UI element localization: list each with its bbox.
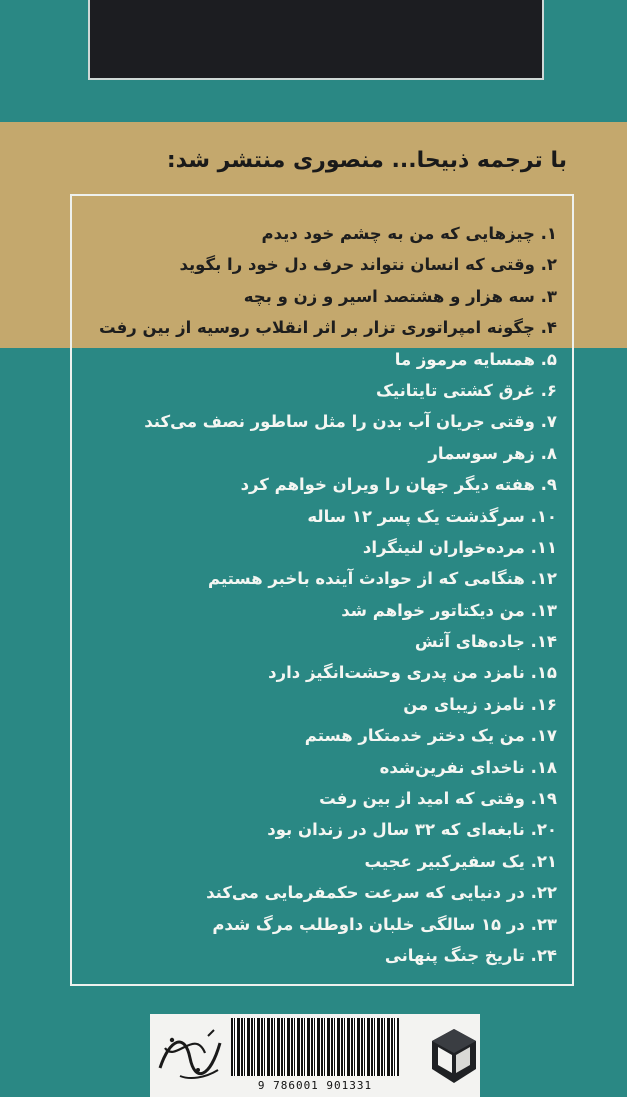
book-item: ۳. سه هزار و هشتصد اسیر و زن و بچه bbox=[243, 286, 557, 306]
book-item: ۱۰. سرگذشت یک پسر ۱۲ ساله bbox=[307, 506, 557, 526]
book-item: ۱۸. ناخدای نفرین‌شده bbox=[379, 757, 557, 777]
book-item: ۹. هفته دیگر جهان را ویران خواهم کرد bbox=[240, 475, 557, 495]
book-item: ۷. وقتی جریان آب بدن را مثل ساطور نصف می‌کند bbox=[144, 412, 557, 432]
publisher-calligraphy-logo bbox=[150, 1018, 230, 1088]
book-item: ۲۴. تاریخ جنگ پنهانی bbox=[384, 945, 557, 965]
book-item: ۱۱. مرده‌خواران لنینگراد bbox=[362, 537, 557, 557]
book-item: ۶. غرق کشتی تایتانیک bbox=[375, 380, 557, 400]
book-item: ۴. چگونه امپراتوری تزار بر اثر انقلاب روسیه از بین رفت bbox=[99, 318, 557, 338]
top-dark-panel bbox=[88, 0, 544, 80]
book-item: ۲۳. در ۱۵ سالگی خلبان داوطلب مرگ شدم bbox=[212, 914, 557, 934]
book-item: ۲۰. نابغه‌ای که ۳۲ سال در زندان بود bbox=[267, 820, 557, 840]
book-item: ۲. وقتی که انسان نتواند حرف دل خود را بگوید bbox=[179, 255, 557, 275]
book-item: ۱۴. جاده‌های آتش bbox=[414, 632, 557, 652]
list-heading: با ترجمه ذبیحا... منصوری منتشر شد: bbox=[166, 148, 567, 173]
book-item: ۱۷. من یک دختر خدمتکار هستم bbox=[304, 726, 557, 746]
book-item: ۱۹. وقتی که امید از بین رفت bbox=[319, 789, 557, 809]
publisher-cube-logo bbox=[428, 1025, 480, 1091]
book-item: ۱۲. هنگامی که از حوادث آینده باخبر هستیم bbox=[208, 569, 557, 589]
book-item: ۲۲. در دنیایی که سرعت حکمفرمایی می‌کند bbox=[206, 883, 557, 903]
book-item: ۱۵. نامزد من پدری وحشت‌انگیز دارد bbox=[268, 663, 557, 683]
barcode bbox=[231, 1018, 399, 1076]
isbn-number: 9 786001 901331 bbox=[257, 1079, 373, 1092]
book-item: ۱۶. نامزد زیبای من bbox=[403, 694, 557, 714]
book-item: ۱۳. من دیکتاتور خواهم شد bbox=[341, 600, 557, 620]
book-item: ۵. همسایه مرموز ما bbox=[394, 349, 557, 369]
book-list bbox=[97, 218, 557, 971]
book-item: ۱. چیزهایی که من به چشم خود دیدم bbox=[261, 224, 557, 243]
book-item: ۸. زهر سوسمار bbox=[428, 443, 557, 463]
book-item: ۲۱. یک سفیرکبیر عجیب bbox=[364, 851, 557, 871]
